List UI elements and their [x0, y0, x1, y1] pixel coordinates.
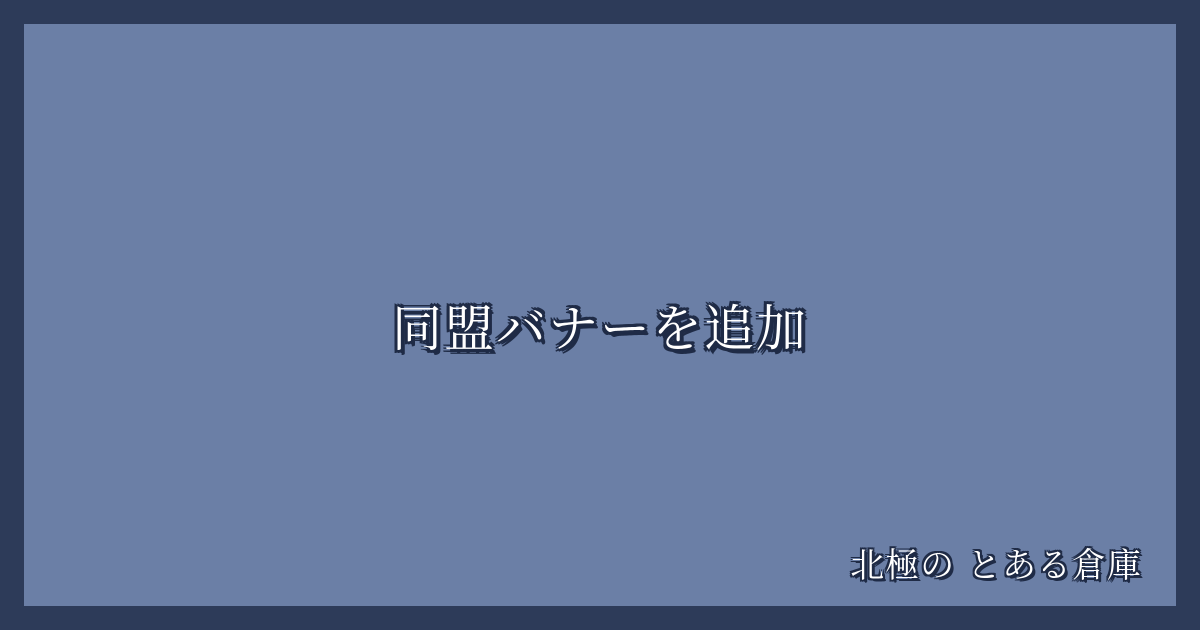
banner-panel: [24, 24, 1176, 606]
site-name: 北極の とある倉庫: [850, 546, 1142, 586]
page-title: 同盟バナーを追加: [392, 300, 808, 358]
